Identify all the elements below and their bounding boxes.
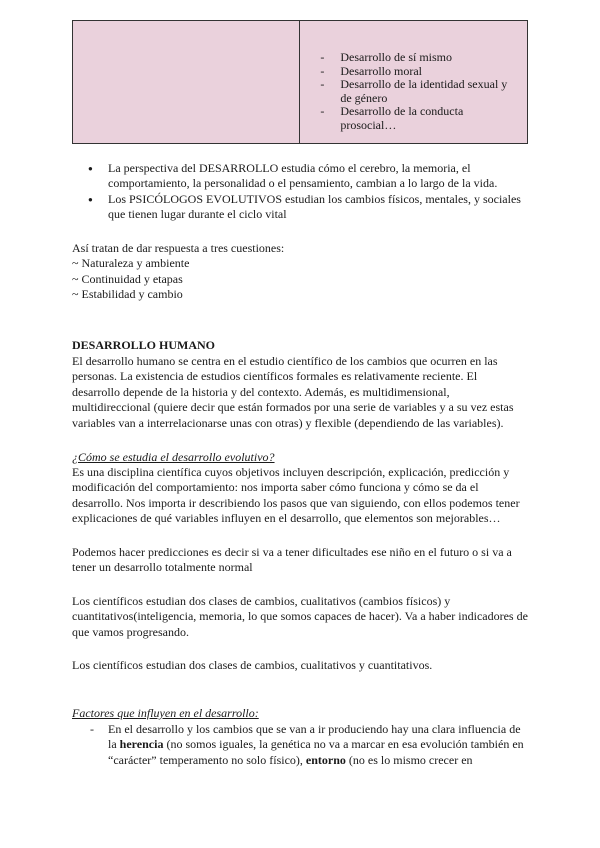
changes-paragraph-1: Los científicos estudian dos clases de cambios, cualitativos (cambios físicos) y cuantitativos(inteligencia, memoria, lo que somos capaces de hacer). Va a haber indicadores de que vamos progresando. (72, 594, 528, 639)
herencia-term: herencia (119, 737, 164, 752)
question-item: ~ Estabilidad y cambio (72, 287, 183, 302)
question-item: ~ Continuidad y etapas (72, 271, 183, 286)
development-table (72, 20, 528, 144)
factor-text: (no somos iguales, la genética no va a marcar en esa evolución también en “carácter” temperamento no solo físico), (108, 737, 524, 767)
section-heading: DESARROLLO HUMANO (72, 338, 216, 352)
perspective-bullets (72, 161, 528, 223)
bullet-item: ● Los PSICÓLOGOS EVOLUTIVOS estudian los cambios físicos, mentales, y sociales que tienen lugar durante el ciclo vital (72, 192, 528, 223)
table-cell-right (300, 21, 528, 144)
factor-item (72, 722, 528, 768)
table-row (73, 21, 528, 144)
questions-intro: Así tratan de dar respuesta a tres cuestiones: (72, 241, 285, 255)
bullet-item: ● La perspectiva del DESARROLLO estudia cómo el cerebro, la memoria, el comportamiento, la personalidad o el pensamiento, cambian a lo largo de la vida. (72, 161, 528, 192)
question-item: ~ Naturaleza y ambiente (72, 256, 190, 271)
entorno-term: entorno (305, 752, 346, 767)
intro-paragraph: El desarrollo humano se centra en el estudio científico de los cambios que ocurren en las personas. La existencia de estudios científicos formales es relativamente reciente. El desarrollo depende de la historia y del contexto. Además, es multidimensional, multidireccional (quiere decir que están formados por una serie de variables y a su vez estas variables van a interrelacionarse unas con otras) y flexible (dependiendo de las variables). (72, 354, 514, 430)
list-item: - Desarrollo de la conducta prosocial… (320, 105, 519, 132)
development-areas-list (300, 21, 527, 133)
prediction-paragraph: Podemos hacer predicciones es decir si va a tener dificultades ese niño en el futuro o si va a tener un desarrollo totalmente normal (72, 545, 512, 575)
subheading-how: ¿Cómo se estudia el desarrollo evolutivo? (72, 450, 275, 464)
table-cell-left (73, 21, 300, 144)
list-item: - Desarrollo de la identidad sexual y de género (320, 78, 519, 105)
factor-text: (no es lo mismo crecer en (345, 752, 473, 767)
questions-block (72, 241, 528, 303)
subheading-factors: Factores que influyen en el desarrollo: (72, 706, 259, 720)
list-item: - Desarrollo moral (320, 65, 519, 79)
how-paragraph: Es una disciplina científica cuyos objetivos incluyen descripción, explicación, predicción y modificación del comportamiento: nos importa saber cómo funciona y cómo se da el desarrollo. Nos importa ir describiendo los pasos que van siguiendo, con ellos podemos tener explicaciones de qué variables influyen en el desarrollo, que elementos son mejorables… (72, 465, 520, 526)
factors-list (72, 722, 528, 768)
factor-text: En el desarrollo y los cambios que se van a ir produciendo hay una clara influencia de la (108, 722, 521, 752)
changes-paragraph-2: Los científicos estudian dos clases de cambios, cualitativos y cuantitativos. (72, 658, 433, 672)
list-item: - Desarrollo de sí mismo (320, 51, 519, 65)
